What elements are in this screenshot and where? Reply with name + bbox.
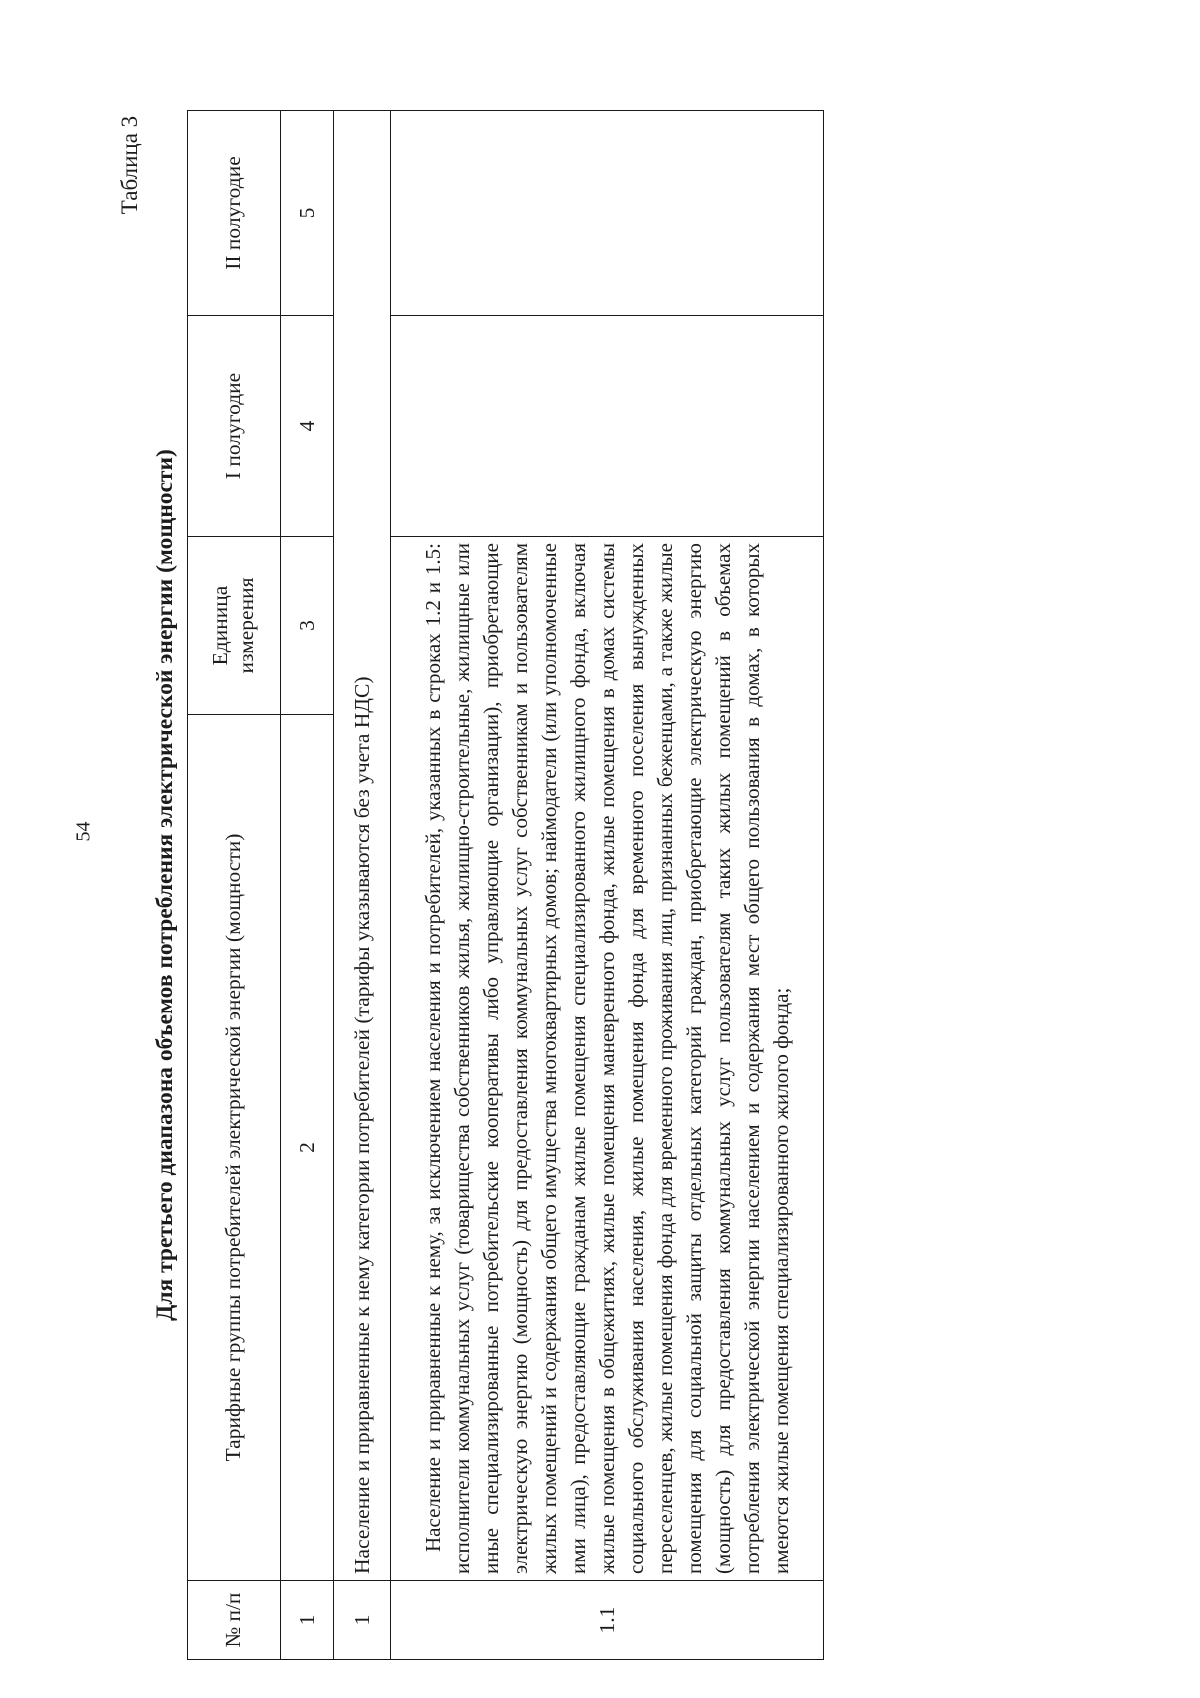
column-index: 1 bbox=[281, 1581, 334, 1660]
section-row bbox=[334, 111, 391, 1660]
header-half2: II полугодие bbox=[188, 111, 281, 316]
column-index: 3 bbox=[281, 537, 334, 715]
section-label: Население и приравненные к нему категории потребителей (тарифы указываются без учета НДС) bbox=[334, 111, 391, 1581]
row-half2-value bbox=[391, 111, 824, 316]
header-row bbox=[188, 111, 281, 1660]
row-description: Население и приравненные к нему, за исключением населения и потребителей, указанных в строках 1.2 и 1.5: исполнители коммунальных услуг (товарищества собственников жилья, жилищно-строительные, жилищные или иные специализированные потребительские кооперативы либо управляющие организации), приобретающие электрическую энергию (мощность) для предоставления коммунальных услуг собственникам и пользователям жилых помещений и содержания общего имущества многоквартирных домов; наймодатели (или уполномоченные ими лица), предоставляющие гражданам жилые помещения специализированного жилищного фонда, включая жилые помещения в общежитиях, жилые помещения маневренного фонда, жилые помещения в домах системы социального обслуживания населения, жилые помещения фонда для временного поселения вынужденных переселенцев, жилые помещения фонда для временного проживания лиц, признанных беженцами, а также жилые помещения для социальной защиты отдельных категорий граждан, приобретающие электрическую энергию (мощность) для предоставления коммунальных услуг пользователям таких жилых помещений в объемах потребления электрической энергии населением и содержания мест общего пользования в домах, в которых имеются жилые помещения специализированного жилого фонда; bbox=[391, 537, 824, 1581]
row-half1-value bbox=[391, 316, 824, 537]
header-half1: I полугодие bbox=[188, 316, 281, 537]
rotated-content bbox=[145, 110, 793, 1660]
document-title: Для третьего диапазона объемов потребления электрической энергии (мощности) bbox=[152, 449, 178, 1321]
tariff-table bbox=[187, 110, 824, 1660]
header-group: Тарифные группы потребителей электрической энергии (мощности) bbox=[188, 715, 281, 1581]
table-row bbox=[391, 111, 824, 1660]
column-index: 5 bbox=[281, 111, 334, 316]
header-num: № п/п bbox=[188, 1581, 281, 1660]
header-unit: Единица измерения bbox=[188, 537, 281, 715]
row-num: 1.1 bbox=[391, 1581, 824, 1660]
page-number: 54 bbox=[72, 821, 95, 842]
table-caption: Таблица 3 bbox=[117, 115, 142, 215]
column-index: 2 bbox=[281, 715, 334, 1581]
column-index-row bbox=[281, 111, 334, 1660]
column-index: 4 bbox=[281, 316, 334, 537]
section-num: 1 bbox=[334, 1581, 391, 1660]
